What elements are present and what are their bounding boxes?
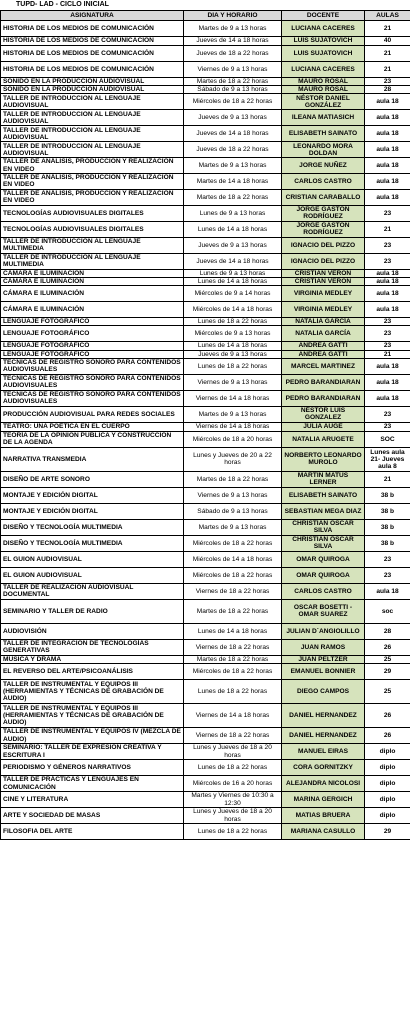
course-cell: TEORÍA DE LA OPINIÓN PÚBLICA Y CONSTRUCCIÓN DE LA AGENDA [1, 431, 184, 447]
course-cell: EL GUION AUDIOVISUAL [1, 551, 184, 567]
course-cell: LENGUAJE FOTOGRÁFICO [1, 342, 184, 350]
teacher-cell: JUAN RAMOS [282, 639, 365, 655]
table-row [1, 278, 410, 286]
schedule-cell: Miércoles de 14 a 18 horas [184, 302, 282, 318]
table-row [1, 503, 410, 519]
teacher-cell: IGNACIO DEL PIZZO [282, 253, 365, 269]
teacher-cell: VIRGINIA MEDLEY [282, 302, 365, 318]
room-cell: aula 18 [365, 269, 410, 277]
course-cell: HISTORIA DE LOS MEDIOS DE COMUNICACIÓN [1, 46, 184, 62]
teacher-cell: VIRGINIA MEDLEY [282, 286, 365, 302]
table-row [1, 406, 410, 422]
teacher-cell: LUCIANA CACERES [282, 62, 365, 78]
room-cell: diplo [365, 760, 410, 776]
table-row [1, 221, 410, 237]
schedule-cell: Lunes de 18 a 22 horas [184, 824, 282, 840]
room-cell: 21 [365, 46, 410, 62]
course-cell: TEATRO: UNA POÉTICA EN EL CUERPO [1, 422, 184, 431]
schedule-cell: Viernes de 14 a 18 horas [184, 390, 282, 406]
teacher-cell: MARTIN MATUS LERNER [282, 471, 365, 487]
room-cell: aula 18 [365, 189, 410, 205]
schedule-cell: Jueves de 9 a 13 horas [184, 350, 282, 358]
schedule-cell: Viernes de 18 a 22 horas [184, 583, 282, 599]
table-row [1, 447, 410, 471]
teacher-cell: NATALIA GARCÍA [282, 318, 365, 326]
course-cell: TALLER DE INTRODUCCIÓN AL LENGUAJE MULTIMEDIA [1, 237, 184, 253]
schedule-cell: Miércoles de 18 a 22 horas [184, 535, 282, 551]
teacher-cell: NORBERTO LEONARDO MUROLO [282, 447, 365, 471]
table-row [1, 205, 410, 221]
table-row [1, 189, 410, 205]
teacher-cell: ANDREA GATTI [282, 342, 365, 350]
header-aulas: AULAS [365, 11, 410, 21]
schedule-cell: Viernes de 9 a 13 horas [184, 374, 282, 390]
room-cell: diplo [365, 792, 410, 808]
course-cell: SEMINARIO: TALLER DE EXPRESIÓN CREATIVA Y ESCRITURA I [1, 744, 184, 760]
room-cell: 23 [365, 78, 410, 86]
room-cell: diplo [365, 776, 410, 792]
schedule-cell: Lunes de 18 a 22 horas [184, 760, 282, 776]
table-row [1, 158, 410, 173]
course-cell: TALLER DE INTRODUCCION AL LENGUAJE AUDIOVISUAL [1, 110, 184, 126]
schedule-cell: Lunes y Jueves de 18 a 20 horas [184, 744, 282, 760]
table-body [1, 21, 410, 840]
room-cell: 25 [365, 655, 410, 663]
room-cell: 23 [365, 318, 410, 326]
room-cell: diplo [365, 744, 410, 760]
schedule-cell: Lunes de 14 a 18 horas [184, 623, 282, 639]
course-cell: TALLER DE INSTRUMENTAL Y EQUIPOS III (HERRAMIENTAS Y TÉCNICAS DE GRABACIÓN DE AUDIO) [1, 680, 184, 704]
course-cell: TALLER DE INTRODUCCIÓN AL LENGUAJE MULTIMEDIA [1, 253, 184, 269]
teacher-cell: DANIEL HERNANDEZ [282, 704, 365, 728]
table-row [1, 62, 410, 78]
teacher-cell: NÉSTOR DANIEL GONZÁLEZ [282, 94, 365, 110]
teacher-cell: CARLOS CASTRO [282, 173, 365, 189]
schedule-cell: Miércoles de 9 a 14 horas [184, 286, 282, 302]
schedule-cell: Jueves de 14 a 18 horas [184, 37, 282, 46]
table-row [1, 776, 410, 792]
table-row [1, 358, 410, 374]
teacher-cell: PEDRO BARANDIARAN [282, 390, 365, 406]
course-cell: TALLER DE INTRODUCCION AL LENGUAJE AUDIOVISUAL [1, 142, 184, 158]
room-cell: SOC [365, 431, 410, 447]
table-row [1, 237, 410, 253]
room-cell: 38 b [365, 503, 410, 519]
teacher-cell: EMANUEL BONNIER [282, 664, 365, 680]
schedule-cell: Lunes y Jueves de 20 a 22 horas [184, 447, 282, 471]
schedule-cell: Lunes de 18 a 22 horas [184, 318, 282, 326]
course-cell: PERIODISMO Y GÉNEROS NARRATIVOS [1, 760, 184, 776]
course-cell: TALLER DE INTRODUCCION AL LENGUAJE AUDIOVISUAL [1, 94, 184, 110]
course-cell: TALLER DE ANÁLISIS, PRODUCCIÓN Y REALIZACIÓN EN VIDEO [1, 173, 184, 189]
schedule-cell: Martes de 18 a 22 horas [184, 599, 282, 623]
table-row [1, 350, 410, 358]
room-cell: 25 [365, 680, 410, 704]
course-cell: HISTORIA DE LOS MEDIOS DE COMUNICACIÓN [1, 21, 184, 37]
room-cell: 23 [365, 326, 410, 342]
table-row [1, 728, 410, 744]
course-cell: CINE Y LITERATURA [1, 792, 184, 808]
schedule-cell: Jueves de 9 a 13 horas [184, 237, 282, 253]
schedule-cell: Miércoles de 18 a 22 horas [184, 94, 282, 110]
teacher-cell: LUIS SUJATOVICH [282, 37, 365, 46]
schedule-cell: Miércoles de 18 a 20 horas [184, 431, 282, 447]
room-cell: aula 18 [365, 126, 410, 142]
course-cell: ARTE Y SOCIEDAD DE MASAS [1, 808, 184, 824]
room-cell: aula 18 [365, 94, 410, 110]
course-cell: DISEÑO DE ARTE SONORO [1, 471, 184, 487]
schedule-cell: Martes de 9 a 13 horas [184, 406, 282, 422]
room-cell: aula 18 [365, 358, 410, 374]
table-row [1, 792, 410, 808]
table-row [1, 744, 410, 760]
table-row [1, 519, 410, 535]
room-cell: 28 [365, 86, 410, 94]
teacher-cell: CRISTIAN VERÓN [282, 278, 365, 286]
schedule-cell: Sábado de 9 a 13 horas [184, 86, 282, 94]
table-row [1, 78, 410, 86]
schedule-cell: Miércoles de 9 a 13 horas [184, 326, 282, 342]
schedule-cell: Martes de 9 a 13 horas [184, 158, 282, 173]
table-row [1, 46, 410, 62]
table-row [1, 551, 410, 567]
teacher-cell: CARLOS CASTRO [282, 583, 365, 599]
table-row [1, 110, 410, 126]
room-cell: 21 [365, 21, 410, 37]
table-row [1, 21, 410, 37]
teacher-cell: JUAN PELTZER [282, 655, 365, 663]
table-row [1, 326, 410, 342]
course-cell: CÁMARA E ILUMINACIÓN [1, 286, 184, 302]
teacher-cell: CORA GORNITZKY [282, 760, 365, 776]
room-cell: 26 [365, 728, 410, 744]
room-cell: aula 18 [365, 583, 410, 599]
table-row [1, 567, 410, 583]
teacher-cell: ELISABETH SAINATO [282, 487, 365, 503]
table-row [1, 318, 410, 326]
table-row [1, 253, 410, 269]
teacher-cell: ILEANA MATIASICH [282, 110, 365, 126]
schedule-cell: Viernes de 18 a 22 horas [184, 639, 282, 655]
room-cell: aula 18 [365, 173, 410, 189]
table-row [1, 37, 410, 46]
room-cell: aula 18 [365, 158, 410, 173]
table-row [1, 126, 410, 142]
course-cell: LENGUAJE FOTOGRÁFICO [1, 318, 184, 326]
course-cell: CÁMARA E ILUMINACIÓN [1, 269, 184, 277]
table-row [1, 471, 410, 487]
room-cell: 38 b [365, 487, 410, 503]
course-cell: MONTAJE Y EDICIÓN DIGITAL [1, 503, 184, 519]
schedule-cell: Jueves de 14 a 18 horas [184, 126, 282, 142]
course-cell: TECNOLOGÍAS AUDIOVISUALES DIGITALES [1, 205, 184, 221]
room-cell: soc [365, 599, 410, 623]
course-cell: TECNICAS DE REGISTRO SONORO PARA CONTENIDOS AUDIOVISUALES [1, 374, 184, 390]
room-cell: 28 [365, 623, 410, 639]
course-cell: TALLER DE ANÁLISIS, PRODUCCIÓN Y REALIZACIÓN EN VIDEO [1, 158, 184, 173]
course-cell: EL REVERSO DEL ARTE/PSICOANÁLISIS [1, 664, 184, 680]
teacher-cell: CHRISTIAN OSCAR SILVA [282, 535, 365, 551]
room-cell: 23 [365, 237, 410, 253]
schedule-cell: Jueves de 18 a 22 horas [184, 142, 282, 158]
teacher-cell: DIEGO CAMPOS [282, 680, 365, 704]
course-cell: TECNOLOGÍAS AUDIOVISUALES DIGITALES [1, 221, 184, 237]
teacher-cell: CRISTIAN VERÓN [282, 269, 365, 277]
teacher-cell: SEBASTIAN MEGA DIAZ [282, 503, 365, 519]
room-cell: 23 [365, 567, 410, 583]
schedule-cell: Martes de 18 a 22 horas [184, 655, 282, 663]
room-cell: 23 [365, 422, 410, 431]
room-cell: 26 [365, 704, 410, 728]
table-row [1, 535, 410, 551]
table-row [1, 422, 410, 431]
course-cell: MÚSICA Y DRAMA [1, 655, 184, 663]
table-row [1, 808, 410, 824]
teacher-cell: LUIS SUJATOVICH [282, 46, 365, 62]
teacher-cell: ALEJANDRA NICOLOSI [282, 776, 365, 792]
teacher-cell: JORGE GASTÓN RODRÍGUEZ [282, 221, 365, 237]
room-cell: 23 [365, 342, 410, 350]
course-cell: SEMINARIO Y TALLER DE RADIO [1, 599, 184, 623]
teacher-cell: JORGE NUÑEZ [282, 158, 365, 173]
teacher-cell: MARCEL MARTINEZ [282, 358, 365, 374]
course-cell: LENGUAJE FOTOGRÁFICO [1, 350, 184, 358]
table-header [1, 11, 410, 21]
teacher-cell: ELISABETH SAINATO [282, 126, 365, 142]
course-cell: TECNICAS DE REGISTRO SONORO PARA CONTENIDOS AUDIOVISUALES [1, 358, 184, 374]
course-cell: MONTAJE Y EDICIÓN DIGITAL [1, 487, 184, 503]
schedule-cell: Miércoles de 14 a 18 horas [184, 551, 282, 567]
schedule-cell: Martes de 9 a 13 horas [184, 21, 282, 37]
teacher-cell: IGNACIO DEL PIZZO [282, 237, 365, 253]
table-row [1, 374, 410, 390]
schedule-cell: Miércoles de 18 a 22 horas [184, 664, 282, 680]
table-row [1, 760, 410, 776]
table-row [1, 487, 410, 503]
teacher-cell: LUCIANA CACERES [282, 21, 365, 37]
course-cell: EL GUION AUDIOVISUAL [1, 567, 184, 583]
table-row [1, 342, 410, 350]
teacher-cell: ANDREA GATTI [282, 350, 365, 358]
table-row [1, 86, 410, 94]
schedule-cell: Martes de 18 a 22 horas [184, 471, 282, 487]
room-cell: 38 b [365, 535, 410, 551]
table-row [1, 664, 410, 680]
course-cell: CÁMARA E ILUMINACIÓN [1, 302, 184, 318]
header-docente: DOCENTE [282, 11, 365, 21]
table-row [1, 583, 410, 599]
course-cell: TALLER DE INSTRUMENTAL Y EQUIPOS III (HERRAMIENTAS Y TÉCNICAS DE GRABACIÓN DE AUDIO) [1, 704, 184, 728]
room-cell: aula 18 [365, 278, 410, 286]
schedule-cell: Martes de 14 a 18 horas [184, 173, 282, 189]
table-row [1, 431, 410, 447]
table-row [1, 599, 410, 623]
schedule-cell: Jueves de 9 a 13 horas [184, 110, 282, 126]
schedule-table [0, 10, 410, 840]
teacher-cell: LEONARDO MORA DOLDAN [282, 142, 365, 158]
teacher-cell: NÉSTOR LUIS GONZALEZ [282, 406, 365, 422]
teacher-cell: NATALIA GARCÍA [282, 326, 365, 342]
schedule-cell: Viernes de 14 a 18 horas [184, 704, 282, 728]
room-cell: 21 [365, 471, 410, 487]
room-cell: 26 [365, 639, 410, 655]
table-row [1, 173, 410, 189]
table-row [1, 704, 410, 728]
table-row [1, 824, 410, 840]
room-cell: aula 18 [365, 142, 410, 158]
room-cell: 38 b [365, 519, 410, 535]
table-row [1, 655, 410, 663]
course-cell: SONIDO EN LA PRODUCCIÓN AUDIOVISUAL [1, 86, 184, 94]
course-cell: HISTORIA DE LOS MEDIOS DE COMUNICACIÓN [1, 62, 184, 78]
schedule-cell: Lunes de 14 a 18 horas [184, 221, 282, 237]
header-asignatura: ASIGNATURA [1, 11, 184, 21]
schedule-cell: Martes de 9 a 13 horas [184, 519, 282, 535]
schedule-cell: Miércoles de 18 a 22 horas [184, 567, 282, 583]
course-cell: PRODUCCIÓN AUDIOVISUAL PARA REDES SOCIALES [1, 406, 184, 422]
course-cell: DISEÑO Y TECNOLOGÍA MULTIMEDIA [1, 519, 184, 535]
schedule-cell: Lunes y Jueves de 18 a 20 horas [184, 808, 282, 824]
room-cell: diplo [365, 808, 410, 824]
room-cell: 29 [365, 664, 410, 680]
course-cell: TALLER DE PRÁCTICAS Y LENGUAJES EN COMUNICACIÓN [1, 776, 184, 792]
course-cell: LENGUAJE FOTOGRÁFICO [1, 326, 184, 342]
room-cell: 21 [365, 350, 410, 358]
course-cell: HISTORIA DE LOS MEDIOS DE COMUNICACIÓN [1, 37, 184, 46]
schedule-cell: Lunes de 14 a 18 horas [184, 278, 282, 286]
teacher-cell: OSCAR BOSETTI - OMAR SUAREZ [282, 599, 365, 623]
schedule-cell: Martes de 18 a 22 horas [184, 189, 282, 205]
room-cell: aula 18 [365, 390, 410, 406]
teacher-cell: JORGE GASTÓN RODRÍGUEZ [282, 205, 365, 221]
schedule-cell: Viernes de 9 a 13 horas [184, 487, 282, 503]
course-cell: TALLER DE INTRODUCCION AL LENGUAJE AUDIOVISUAL [1, 126, 184, 142]
course-cell: NARRATIVA TRANSMEDIA [1, 447, 184, 471]
room-cell: Lunes aula 21- Jueves aula 8 [365, 447, 410, 471]
room-cell: 23 [365, 406, 410, 422]
table-row [1, 680, 410, 704]
table-row [1, 286, 410, 302]
teacher-cell: JULIA AUGE [282, 422, 365, 431]
course-cell: SONIDO EN LA PRODUCCIÓN AUDIOVISUAL [1, 78, 184, 86]
teacher-cell: MARINA GERGICH [282, 792, 365, 808]
schedule-cell: Lunes de 9 a 13 horas [184, 205, 282, 221]
course-cell: DISEÑO Y TECNOLOGÍA MULTIMEDIA [1, 535, 184, 551]
teacher-cell: OMAR QUIROGA [282, 567, 365, 583]
schedule-cell: Lunes de 14 a 18 horas [184, 342, 282, 350]
teacher-cell: OMAR QUIROGA [282, 551, 365, 567]
room-cell: aula 18 [365, 302, 410, 318]
table-row [1, 390, 410, 406]
header-row [1, 11, 410, 21]
course-cell: TALLER DE ANÁLISIS, PRODUCCIÓN Y REALIZACIÓN EN VIDEO [1, 189, 184, 205]
room-cell: 23 [365, 551, 410, 567]
teacher-cell: CHRISTIAN OSCAR SILVA [282, 519, 365, 535]
schedule-cell: Miércoles de 16 a 20 horas [184, 776, 282, 792]
teacher-cell: MANUEL EIRAS [282, 744, 365, 760]
teacher-cell: MARIANA CASULLO [282, 824, 365, 840]
table-row [1, 269, 410, 277]
teacher-cell: DANIEL HERNANDEZ [282, 728, 365, 744]
table-row [1, 623, 410, 639]
course-cell: TECNICAS DE REGISTRO SONORO PARA CONTENIDOS AUDIOVISUALES [1, 390, 184, 406]
room-cell: 21 [365, 62, 410, 78]
teacher-cell: MAURO ROSAL [282, 78, 365, 86]
room-cell: 40 [365, 37, 410, 46]
schedule-cell: Jueves de 14 a 18 horas [184, 253, 282, 269]
room-cell: aula 18 [365, 374, 410, 390]
course-cell: TALLER DE REALIZACION AUDIOVISUAL DOCUMENTAL [1, 583, 184, 599]
teacher-cell: CRISTIAN CARABALLO [282, 189, 365, 205]
teacher-cell: MATIAS BRUERA [282, 808, 365, 824]
course-cell: TALLER DE INTEGRACIÓN DE TECNOLOGÍAS GENERATIVAS [1, 639, 184, 655]
schedule-cell: Martes y Viernes de 10:30 a 12:30 [184, 792, 282, 808]
schedule-cell: Lunes de 9 a 13 horas [184, 269, 282, 277]
header-dia-horario: DIA Y HORARIO [184, 11, 282, 21]
course-cell: FILOSOFIA DEL ARTE [1, 824, 184, 840]
teacher-cell: MAURO ROSAL [282, 86, 365, 94]
schedule-cell: Viernes de 14 a 18 horas [184, 422, 282, 431]
table-row [1, 94, 410, 110]
course-cell: TALLER DE INSTRUMENTAL Y EQUIPOS IV (MEZCLA DE AUDIO) [1, 728, 184, 744]
schedule-cell: Lunes de 18 a 22 horas [184, 358, 282, 374]
room-cell: 23 [365, 205, 410, 221]
course-cell: AUDIOVISIÓN [1, 623, 184, 639]
room-cell: aula 18 [365, 286, 410, 302]
course-cell: CÁMARA E ILUMINACIÓN [1, 278, 184, 286]
page-title: TUPD- LAD - CICLO INICIAL [16, 1, 109, 8]
teacher-cell: PEDRO BARANDIARAN [282, 374, 365, 390]
teacher-cell: NATALIA ARUGETE [282, 431, 365, 447]
table-row [1, 142, 410, 158]
room-cell: aula 18 [365, 110, 410, 126]
schedule-cell: Sábado de 9 a 13 horas [184, 503, 282, 519]
room-cell: 23 [365, 253, 410, 269]
schedule-cell: Lunes de 18 a 22 horas [184, 680, 282, 704]
schedule-cell: Jueves de 18 a 22 horas [184, 46, 282, 62]
teacher-cell: JULIAN D´ANGIOLILLO [282, 623, 365, 639]
room-cell: 21 [365, 221, 410, 237]
table-row [1, 302, 410, 318]
schedule-cell: Viernes de 9 a 13 horas [184, 62, 282, 78]
schedule-cell: Martes de 18 a 22 horas [184, 78, 282, 86]
schedule-cell: Viernes de 18 a 22 horas [184, 728, 282, 744]
room-cell: 29 [365, 824, 410, 840]
table-row [1, 639, 410, 655]
